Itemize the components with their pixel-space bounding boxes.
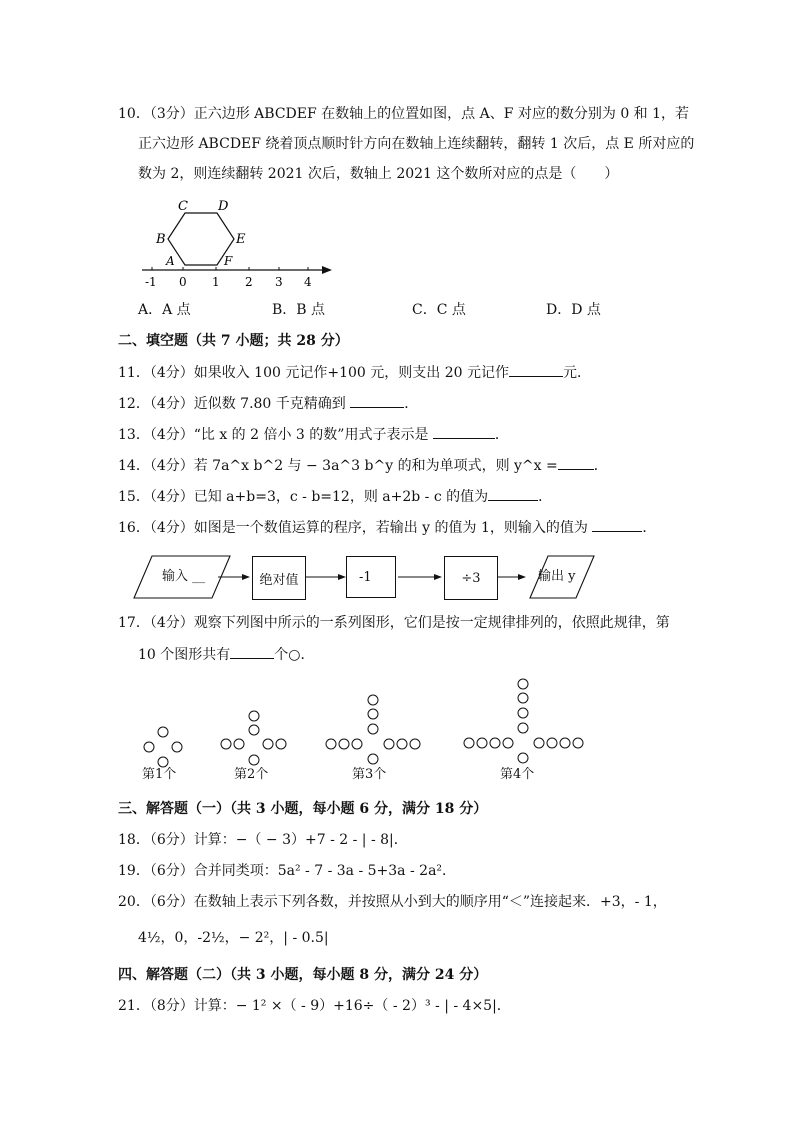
pattern-circle [518, 693, 528, 703]
flow-abs-box: 绝对值 [252, 556, 306, 600]
tick-label: -1 [145, 275, 157, 289]
pattern-circle [368, 709, 378, 719]
q17-line1: 17．（4分）观察下列图中所示的一系列图形，它们是按一定规律排列的，依照此规律，第 [118, 615, 670, 631]
pattern-circle [368, 695, 378, 705]
pattern-circle [276, 739, 286, 749]
pattern-circle [410, 739, 420, 749]
pattern-circle [263, 739, 273, 749]
pattern-circle [158, 727, 168, 737]
q16-answer-blank[interactable] [592, 517, 642, 532]
pattern-circle [249, 725, 259, 735]
pattern-circle [339, 739, 349, 749]
pattern-circle [384, 739, 394, 749]
pattern-circle [490, 738, 500, 748]
q12-answer-blank[interactable] [350, 393, 404, 408]
flow-minus-one-box: -1 [346, 556, 396, 598]
pattern-circle [464, 738, 474, 748]
q14-answer-blank[interactable] [558, 455, 594, 470]
option-a[interactable]: A．A 点 [138, 302, 191, 318]
q17-line2-end: 个○． [274, 647, 315, 663]
pattern-circle [221, 739, 231, 749]
q17-line2-start: 10 个图形共有 [138, 647, 231, 663]
circle-pattern-figures [130, 672, 600, 768]
tick-label: 3 [275, 275, 283, 289]
arrow-icon [434, 574, 442, 580]
q12-tail: ． [404, 396, 419, 412]
q10-line3: 数为 2，则连续翻转 2021 次后，数轴上 2021 这个数所对应的点是（ ） [138, 166, 619, 182]
q11-answer-blank[interactable] [509, 362, 563, 377]
q12 [118, 393, 418, 414]
vertex-label-c: C [178, 199, 188, 214]
section-4-title: 四、解答题（二）（共 3 小题，每小题 8 分，满分 24 分） [118, 967, 488, 983]
vertex-label-d: D [218, 199, 229, 214]
pattern-circle [534, 738, 544, 748]
arrow-icon [518, 574, 526, 580]
q13-answer-blank[interactable] [433, 424, 495, 439]
q16 [118, 517, 656, 538]
q16-tail: ． [642, 520, 657, 536]
q10-line2: 正六边形 ABCDEF 绕着顶点顺时针方向在数轴上连续翻转，翻转 1 次后，点 E 所对应的 [138, 136, 695, 152]
q16-text: 16．（4分）如图是一个数值运算的程序，若输出 y 的值为 1，则输入的值为 [118, 520, 588, 536]
vertex-label-f: F [224, 254, 233, 268]
tick-label: 0 [179, 275, 187, 289]
q13-tail: ． [494, 427, 509, 443]
tick-label: 2 [245, 275, 253, 289]
tick-label: 4 [304, 275, 312, 289]
vertex-label-b: B [156, 232, 166, 247]
hexagon-number-line-figure [136, 196, 336, 292]
pattern-circle [326, 739, 336, 749]
pattern-circle [477, 738, 487, 748]
tick-label: 1 [212, 275, 220, 289]
flow-divide-three-box: ÷3 [444, 556, 498, 600]
pattern-circle [518, 753, 528, 763]
section-2-title: 二、填空题（共 7 小题；共 28 分） [118, 333, 349, 349]
q10-line1: 10．（3分）正六边形 ABCDEF 在数轴上的位置如图，点 A、F 对应的数分别为 0 和 1，若 [118, 106, 690, 122]
pattern-circle [368, 724, 378, 734]
q11 [118, 362, 591, 383]
q19: 19．（6分）合并同类项：5a² - 7 - 3a - 5+3a - 2a²． [118, 863, 457, 879]
q14-tail: ． [593, 458, 608, 474]
pattern-circle [518, 679, 528, 689]
q12-text: 12．（4分）近似数 7.80 千克精确到 [118, 396, 346, 412]
q18: 18．（6分）计算：−（ − 3）+7 - 2 - | - 8|． [118, 832, 408, 848]
q17-line2 [138, 644, 314, 665]
flow-input-label: 输入 __ [162, 569, 206, 584]
pattern-circle [249, 755, 259, 765]
figure-label-3: 第3个 [352, 767, 387, 782]
pattern-circle [249, 711, 259, 721]
figure-label-2: 第2个 [234, 767, 269, 782]
pattern-circle [547, 738, 557, 748]
section-3-title: 三、解答题（一）（共 3 小题，每小题 6 分，满分 18 分） [118, 801, 488, 817]
option-c[interactable]: C．C 点 [412, 302, 466, 318]
flow-output-label: 输出 y [538, 569, 576, 584]
arrow-icon [338, 574, 346, 580]
vertex-label-e: E [236, 232, 246, 247]
q11-tail: 元． [562, 365, 591, 381]
q20-line2: 4½，0，-2½，− 2²，| - 0.5| [138, 930, 329, 946]
option-b[interactable]: B．B 点 [272, 302, 326, 318]
arrow-icon [242, 574, 250, 580]
pattern-circle [518, 708, 528, 718]
pattern-circle [368, 754, 378, 764]
pattern-circle [560, 738, 570, 748]
q14 [118, 455, 608, 476]
q15-text: 15．（4分）已知 a+b=3，c - b=12，则 a+2b - c 的值为 [118, 489, 489, 505]
pattern-circle [503, 738, 513, 748]
q15 [118, 486, 552, 507]
q14-text: 14．（4分）若 7a^x b^2 与 − 3a^3 b^y 的和为单项式，则 y^x = [118, 458, 558, 474]
q15-answer-blank[interactable] [488, 486, 538, 501]
figure-label-4: 第4个 [500, 767, 535, 782]
q11-text: 11．（4分）如果收入 100 元记作+100 元，则支出 20 元记作 [118, 365, 509, 381]
q13-text: 13．（4分）“比 x 的 2 倍小 3 的数”用式子表示是 [118, 427, 429, 443]
pattern-circle [518, 723, 528, 733]
vertex-label-a: A [166, 254, 175, 268]
pattern-circle [397, 739, 407, 749]
pattern-circle [144, 742, 154, 752]
pattern-circle [352, 739, 362, 749]
figure-label-1: 第1个 [142, 767, 177, 782]
pattern-circle [234, 739, 244, 749]
number-line-arrow-icon [322, 266, 332, 274]
option-d[interactable]: D．D 点 [546, 302, 601, 318]
q20-line1: 20．（6分）在数轴上表示下列各数，并按照从小到大的顺序用“＜”连接起来．+3，- 1， [118, 894, 667, 910]
q17-answer-blank[interactable] [230, 644, 274, 659]
q21: 21．（8分）计算：− 1² ×（ - 9）+16÷（ - 2）³ - | - 4×5|． [118, 998, 511, 1014]
q15-tail: ． [538, 489, 553, 505]
q13 [118, 424, 509, 445]
pattern-circle [573, 738, 583, 748]
pattern-circle [172, 742, 182, 752]
